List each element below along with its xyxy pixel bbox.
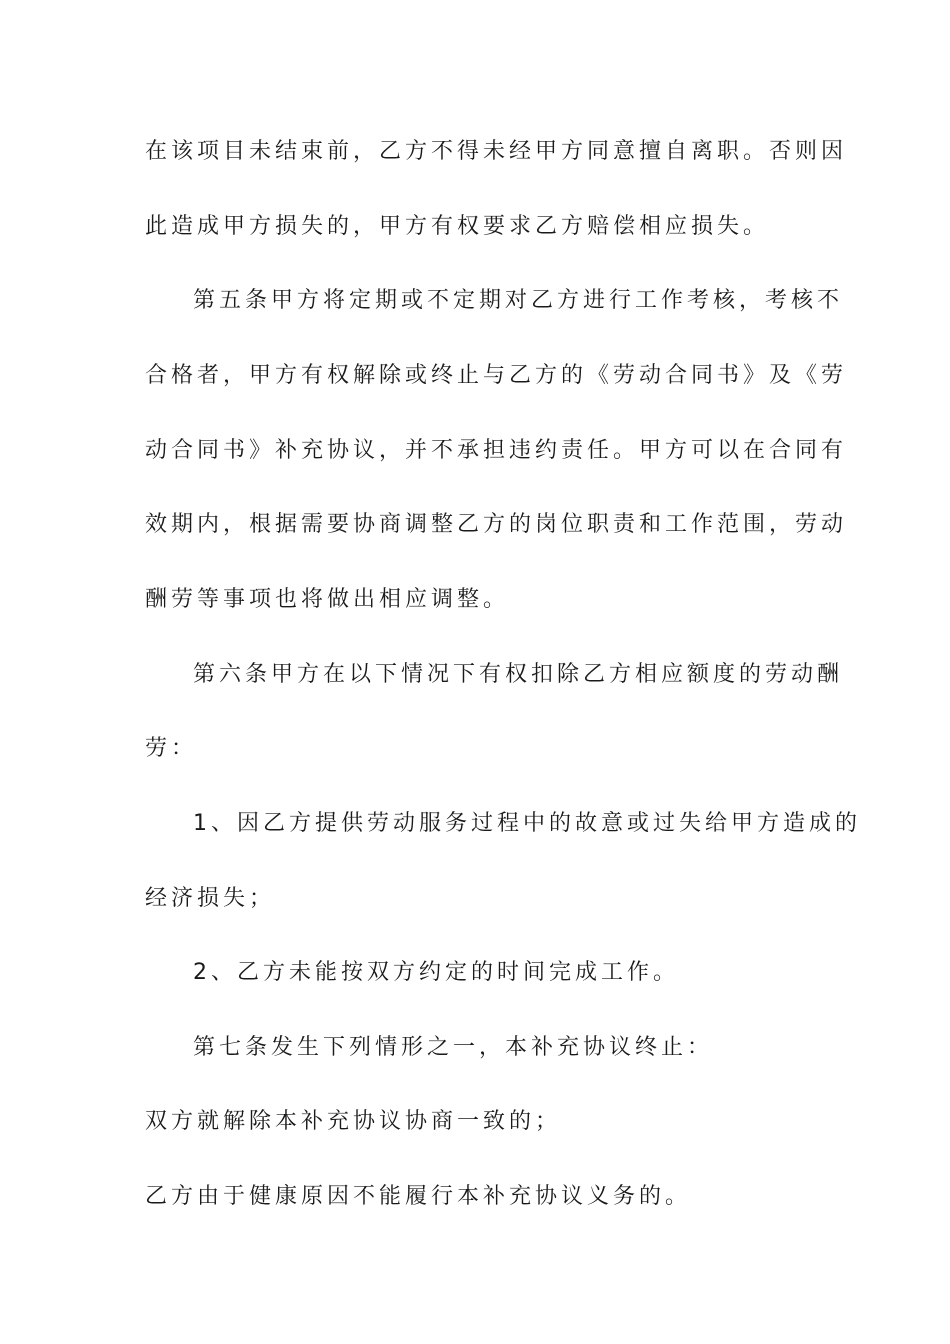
paragraph-line: 双方就解除本补充协议协商一致的； — [145, 1109, 562, 1134]
paragraph-line: 在该项目未结束前，乙方不得未经甲方同意擅自离职。否则因 — [145, 139, 848, 164]
paragraph-line: 乙方由于健康原因不能履行本补充协议义务的。 — [145, 1184, 692, 1209]
paragraph-line: 此造成甲方损失的，甲方有权要求乙方赔偿相应损失。 — [145, 214, 770, 239]
paragraph-line: 1、因乙方提供劳动服务过程中的故意或过失给甲方造成的 — [193, 811, 861, 836]
paragraph-line: 劳： — [145, 736, 198, 761]
paragraph-line: 酬劳等事项也将做出相应调整。 — [145, 587, 510, 612]
paragraph-line: 动合同书》补充协议，并不承担违约责任。甲方可以在合同有 — [145, 438, 848, 463]
paragraph-line: 2、乙方未能按双方约定的时间完成工作。 — [193, 960, 679, 985]
paragraph-line: 效期内，根据需要协商调整乙方的岗位职责和工作范围，劳动 — [145, 512, 848, 537]
paragraph-line: 第六条甲方在以下情况下有权扣除乙方相应额度的劳动酬 — [193, 662, 844, 687]
paragraph-line: 合格者，甲方有权解除或终止与乙方的《劳动合同书》及《劳 — [145, 363, 848, 388]
paragraph-line: 经济损失； — [145, 886, 276, 911]
paragraph-line: 第五条甲方将定期或不定期对乙方进行工作考核，考核不 — [193, 288, 844, 313]
paragraph-line: 第七条发生下列情形之一，本补充协议终止： — [193, 1035, 714, 1060]
